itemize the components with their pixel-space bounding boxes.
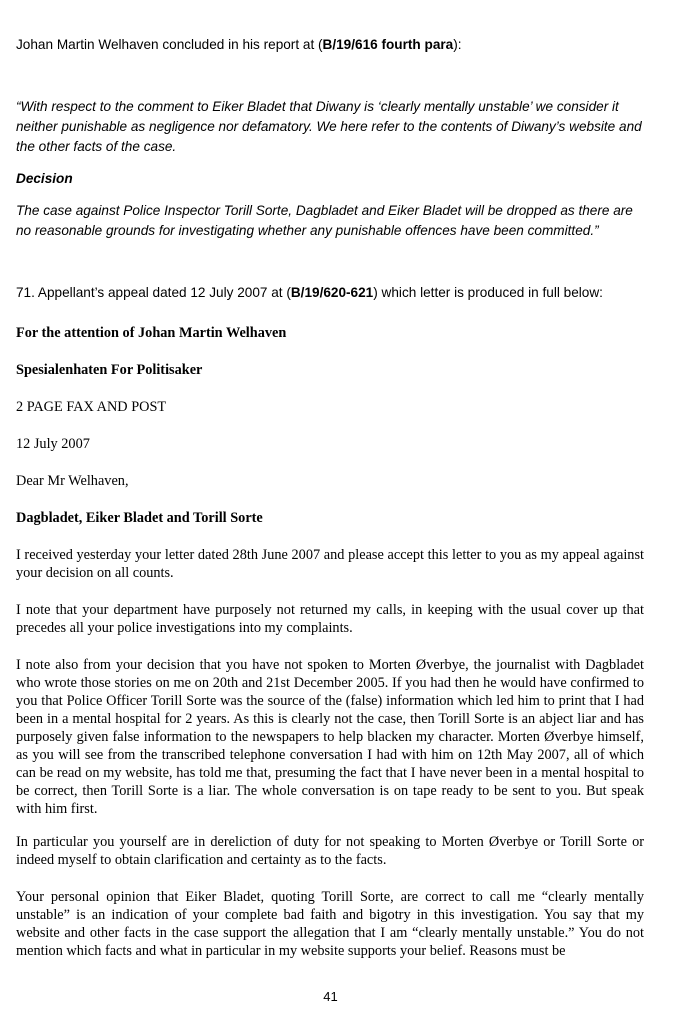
letter-paragraph: In particular you yourself are in dereliction of duty for not speaking to Morten Øverbye or Torill Sorte or indeed myself to obtain clarification and certainty as to the facts. — [16, 834, 644, 868]
letter-paragraph: Your personal opinion that Eiker Bladet, quoting Torill Sorte, are correct to call me “clearly mentally unstable” is an indication of your complete bad faith and bigotry in this investigation. You say that my website and other facts in the case support the allegation that I am “clearly mentally unstable.” You do not mention which facts and what in particular in my website supports your belief. Reasons must be — [16, 889, 644, 959]
item-71-end: ) which letter is produced in full below: — [373, 285, 603, 300]
letter-paragraph: I received yesterday your letter dated 28th June 2007 and please accept this letter to you as my appeal against your decision on all counts. — [16, 547, 644, 581]
letter-fax-line: 2 PAGE FAX AND POST — [16, 399, 167, 415]
letter-department: Spesialenhaten For Politisaker — [16, 362, 203, 378]
letter-salutation: Dear Mr Welhaven, — [16, 473, 129, 489]
intro-reference: B/19/616 fourth para — [322, 37, 454, 52]
letter-subject: Dagbladet, Eiker Bladet and Torill Sorte — [16, 510, 263, 526]
item-71-reference: B/19/620-621 — [290, 285, 374, 300]
letter-paragraph: I note that your department have purposely not returned my calls, in keeping with the usual cover up that precedes all your police investigations into my complaints. — [16, 602, 644, 636]
quote-paragraph: “With respect to the comment to Eiker Bladet that Diwany is ‘clearly mentally unstable’ we consider it neither punishable as negligence nor defamatory. We here refer to the contents of Diwany’s website and the other facts of the case. — [16, 99, 642, 154]
letter-date: 12 July 2007 — [16, 436, 90, 452]
intro-line — [16, 35, 644, 55]
letter-attention: For the attention of Johan Martin Welhaven — [16, 325, 287, 341]
intro-text: Johan Martin Welhaven concluded in his report at ( — [16, 37, 323, 52]
item-71-text: 71. Appellant’s appeal dated 12 July 2007 at ( — [16, 285, 291, 300]
intro-end: ): — [453, 37, 462, 52]
letter-paragraph: I note also from your decision that you have not spoken to Morten Øverbye, the journalist with Dagbladet who wrote those stories on me on 20th and 21st December 2005. If you had then he would have confirmed to you that Police Officer Torill Sorte was the source of the (false) information which led him to print that I had been in a mental hospital for 2 years. As this is clearly not the case, then Torill Sorte is an abject liar and has purposely given false information to the newspapers to help blacken my character. Morten Øverbye himself, as you will see from the transcribed telephone conversation I had with him on 12th May 2007, all of which can be read on my website, has told me that, presuming the fact that I have never been in a mental hospital to be correct, then Torill Sorte is a liar. The whole conversation is on tape ready to be sent to you. But speak with him first. — [16, 657, 644, 817]
decision-heading: Decision — [16, 171, 73, 186]
page-number: 41 — [323, 989, 338, 1004]
decision-text: The case against Police Inspector Torill Sorte, Dagbladet and Eiker Bladet will be dropped as there are no reasonable grounds for investigating whether any punishable offences have been committed.” — [16, 203, 633, 238]
item-71 — [16, 283, 644, 303]
